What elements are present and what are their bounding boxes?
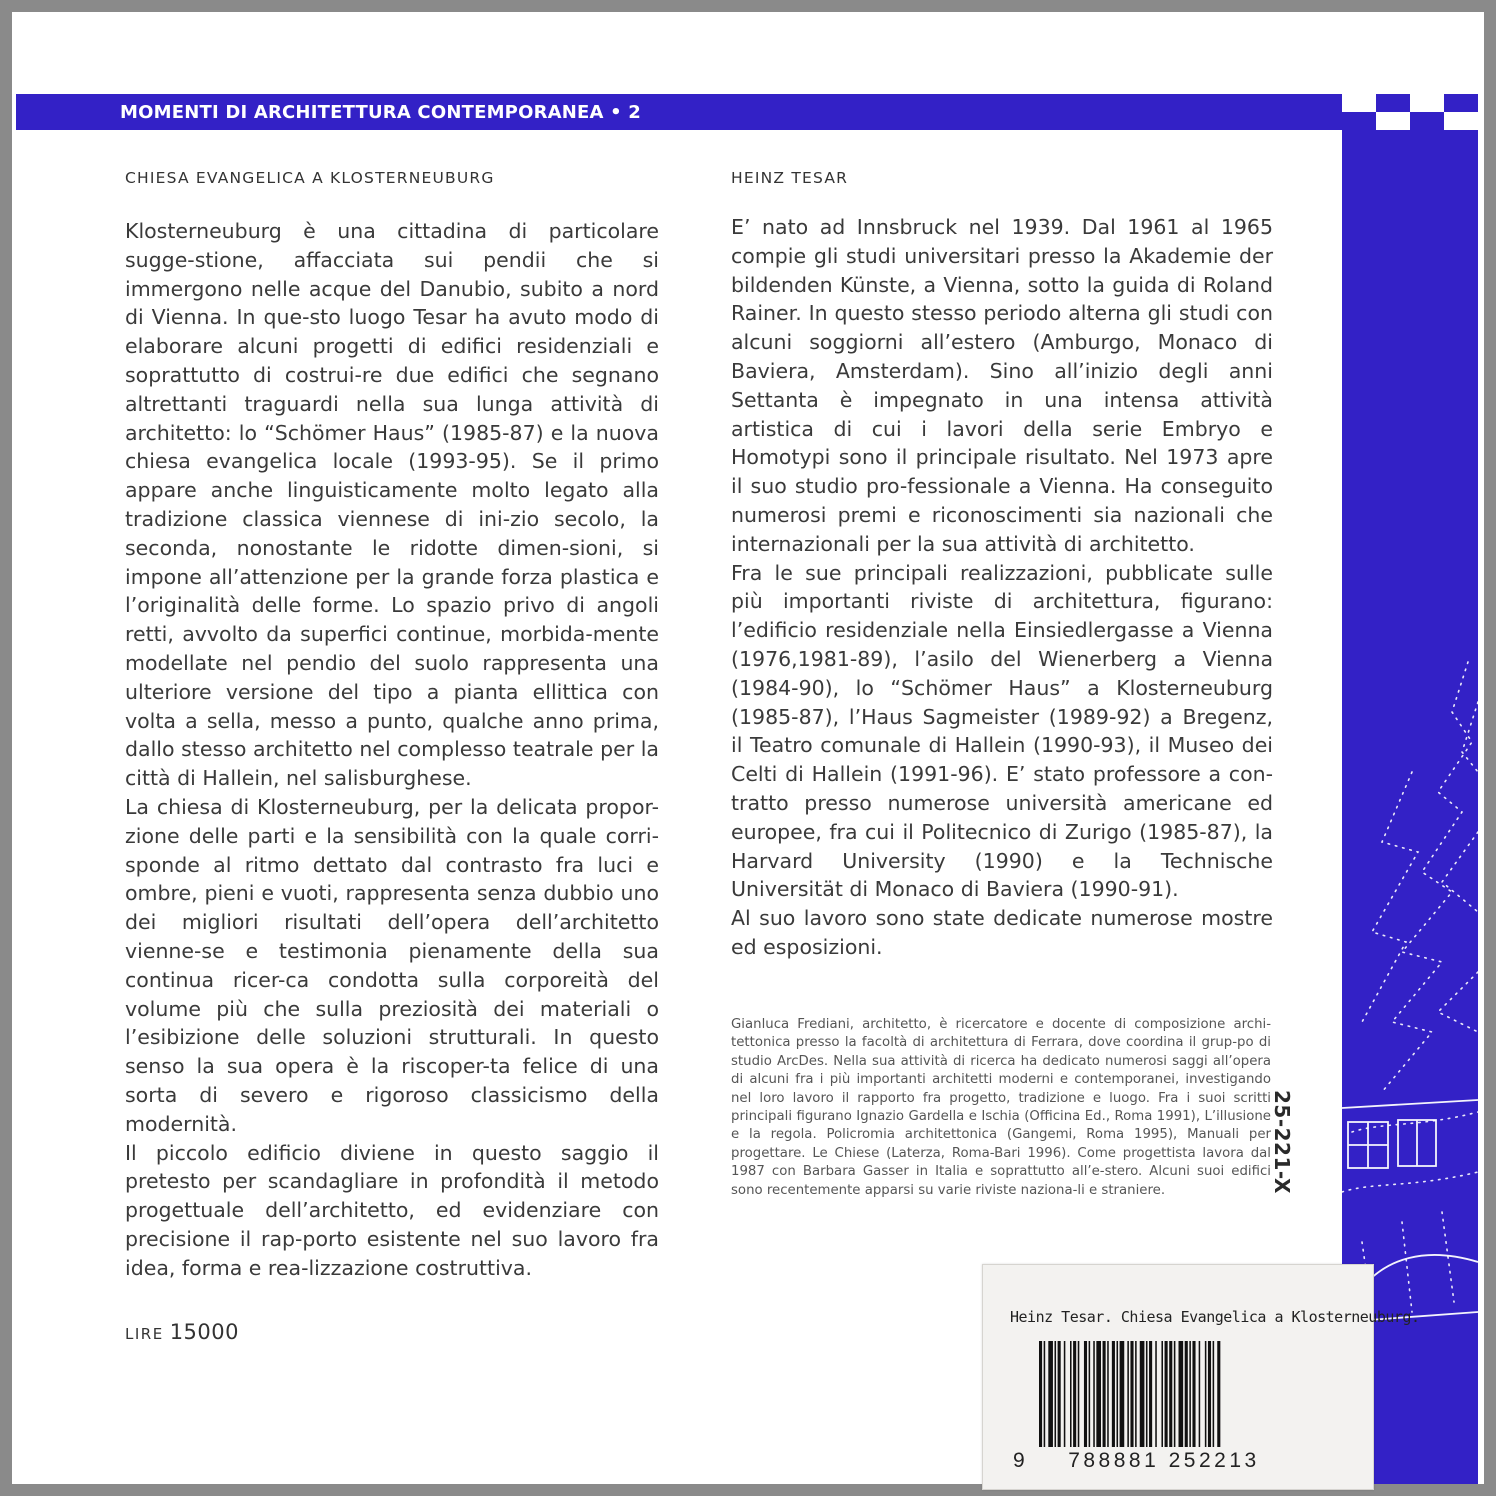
barcode-lead-digit: 9 <box>1013 1449 1029 1472</box>
barcode-bars <box>1039 1341 1339 1447</box>
isbn-fragment: 25-221-X <box>1270 1090 1294 1194</box>
barcode-bar <box>1103 1341 1106 1447</box>
series-title: MOMENTI DI ARCHITETTURA CONTEMPORANEA • 2 <box>120 102 642 123</box>
barcode-bar <box>1064 1341 1066 1447</box>
essay-text <box>125 217 659 1282</box>
essay-heading: CHIESA EVANGELICA A KLOSTERNEUBURG <box>125 169 495 187</box>
price-currency: LIRE <box>125 1325 164 1343</box>
barcode-bar <box>1055 1341 1057 1447</box>
barcode-bar <box>1117 1341 1119 1447</box>
price <box>125 1320 239 1344</box>
barcode-bar <box>1165 1341 1168 1447</box>
barcode-bar <box>1192 1341 1195 1447</box>
barcode-bar <box>1213 1341 1215 1447</box>
barcode-bar <box>1058 1341 1061 1447</box>
barcode-bar <box>1185 1341 1188 1447</box>
barcode-bar <box>1130 1341 1133 1447</box>
barcode-digits: 788881 252213 <box>1068 1449 1260 1472</box>
barcode-bar <box>1127 1341 1129 1447</box>
biography-paragraph: Al suo lavoro sono state dedicate numerose mostre ed esposizioni. <box>731 906 1273 959</box>
barcode-bar <box>1070 1341 1072 1447</box>
barcode-number <box>1013 1449 1260 1473</box>
barcode-bar <box>1078 1341 1080 1447</box>
barcode-bar <box>1073 1341 1076 1447</box>
barcode-bar <box>1107 1341 1109 1447</box>
author-bio: Gianluca Frediani, architetto, è ricercatore e docente di composizione archi-tettonica presso la facoltà di architettura di Ferrara, dove coordina il grup-po di studio ArcDes. Nella sua attività di ricerca ha dedicato numerosi saggi all’opera di alcuni fra i più importanti architetti moderni e contemporanei, investigando nel loro lavoro il rapporto fra progetto, tradizione e luogo. Fra i suoi scritti principali figurano Ignazio Gardella e Ischia (Officina Ed., Roma 1991), L’illusione e la regola. Policromia architettonica (Gangemi, Roma 1995), Manuali per progettare. Le Chiese (Laterza, Roma-Bari 1996). Come progettista lavora dal 1987 con Barbara Gasser in Italia e soprattutto all’e-stero. Alcuni suoi edifici sono recentemente apparsi su varie riviste naziona-li e straniere. <box>731 1017 1271 1198</box>
barcode-bar <box>1179 1341 1184 1447</box>
barcode-bar <box>1146 1341 1148 1447</box>
barcode-bar <box>1155 1341 1157 1447</box>
biography-paragraph: Fra le sue principali realizzazioni, pubblicate sulle più importanti riviste di architettura, figurano: l’edificio residenziale nella Einsiedlergasse a Vienna (1976,1981-89), l’asilo del Wienerberg a Vienna (1984-90), lo “Schömer Haus” a Klosterneuburg (1985-87), l’Haus Sagmeister (1989-92) a Bregenz, il Teatro comunale di Hallein (1990-93), il Museo dei Celti di Hallein (1991-96). E’ stato professore a con-tratto presso numerose università americane ed europee, fra cui il Politecnico di Zurigo (1985-87), la Harvard University (1990) e la Technische Universität di Monaco di Baviera (1990-91). <box>731 560 1273 902</box>
barcode-bar <box>1039 1341 1042 1447</box>
barcode-bar <box>1120 1341 1125 1447</box>
barcode-bar <box>1161 1341 1163 1447</box>
architect-heading: HEINZ TESAR <box>731 169 849 187</box>
biography-paragraph: E’ nato ad Innsbruck nel 1939. Dal 1961 al 1965 compie gli studi universitari presso la Akademie der bildenden Künste, a Vienna, sotto la guida di Roland Rainer. In questo stesso periodo alterna gli studi con alcuni soggiorni all’estero (Amburgo, Monaco di Baviera, Amsterdam). Sino all’inizio degli anni Settanta è impegnato in una intensa attività artistica di cui i lavori della serie Embryo e Homotypi sono il principale risultato. Nel 1973 apre il suo studio pro-fessionale a Vienna. Ha conseguito numerosi premi e riconoscimenti sia nazionali che internazionali per la sua attività di architetto. <box>731 215 1273 556</box>
barcode-bar <box>1112 1341 1115 1447</box>
barcode-bar <box>1089 1341 1091 1447</box>
barcode-bar <box>1169 1341 1172 1447</box>
barcode-bar <box>1174 1341 1176 1447</box>
barcode-bar <box>1096 1341 1101 1447</box>
architect-biography <box>731 213 1273 962</box>
barcode-bar <box>1044 1341 1046 1447</box>
barcode-bar <box>1048 1341 1053 1447</box>
essay-paragraph: Il piccolo edificio diviene in questo saggio il pretesto per scandagliare in profondità il metodo progettuale dell’architetto, ed evidenziare con precisione il rap-porto esistente nel suo lavoro fra idea, forma e rea-lizzazione costruttiva. <box>125 1140 659 1280</box>
essay-paragraph: La chiesa di Klosterneuburg, per la delicata propor-zione delle parti e la sensibilità con la quale corri-sponde al ritmo dettato dal contrasto fra luci e ombre, pieni e vuoti, rappresenta senza dubbio uno dei migliori risultati dell’opera dell’architetto vienne-se e testimonia pienamente della sua continua ricer-ca condotta sulla corporeità del volume più che sulla preziosità dei materiali o l’esibizione delle soluzioni strutturali. In questo senso la sua opera è la riscoper-ta felice di una sorta di severo e rigoroso classicismo della modernità. <box>125 794 659 1136</box>
barcode-sticker <box>982 1264 1420 1490</box>
barcode-bar <box>1217 1341 1220 1447</box>
sticker-title: Heinz Tesar. Chiesa Evangelica a Klosterneuburg. <box>1010 1308 1420 1326</box>
barcode-bar <box>1093 1341 1095 1447</box>
barcode-bar <box>1149 1341 1152 1447</box>
barcode-bar <box>1140 1341 1145 1447</box>
barcode-bar <box>1084 1341 1087 1447</box>
essay-paragraph: Klosterneuburg è una cittadina di particolare sugge-stione, affacciata sui pendii che si immergono nelle acque del Danubio, subito a nord di Vienna. In que-sto luogo Tesar ha avuto modo di elaborare alcuni progetti di edifici residenziali e soprattutto di costrui-re due edifici che segnano altrettanti traguardi nella sua lunga attività di architetto: lo “Schömer Haus” (1985-87) e la nuova chiesa evangelica locale (1993-95). Se il primo appare anche linguisticamente molto legato alla tradizione classica viennese di ini-zio secolo, la seconda, nonostante le ridotte dimen-sioni, si impone all’attenzione per la grande forza plastica e l’originalità delle forme. Lo spazio privo di angoli retti, avvolto da superfici continue, morbida-mente modellate nel pendio del suolo rappresenta una ulteriore versione del tipo a pianta ellittica con volta a sella, messo a punto, qualche anno prima, dallo stesso architetto nel complesso teatrale per la città di Hallein, nel salisburghese. <box>125 219 659 791</box>
barcode-bar <box>1199 1341 1201 1447</box>
barcode-bar <box>1135 1341 1137 1447</box>
price-amount: 15000 <box>169 1320 239 1344</box>
barcode-bar <box>1205 1341 1207 1447</box>
barcode-bar <box>1189 1341 1191 1447</box>
barcode-bar <box>1208 1341 1211 1447</box>
